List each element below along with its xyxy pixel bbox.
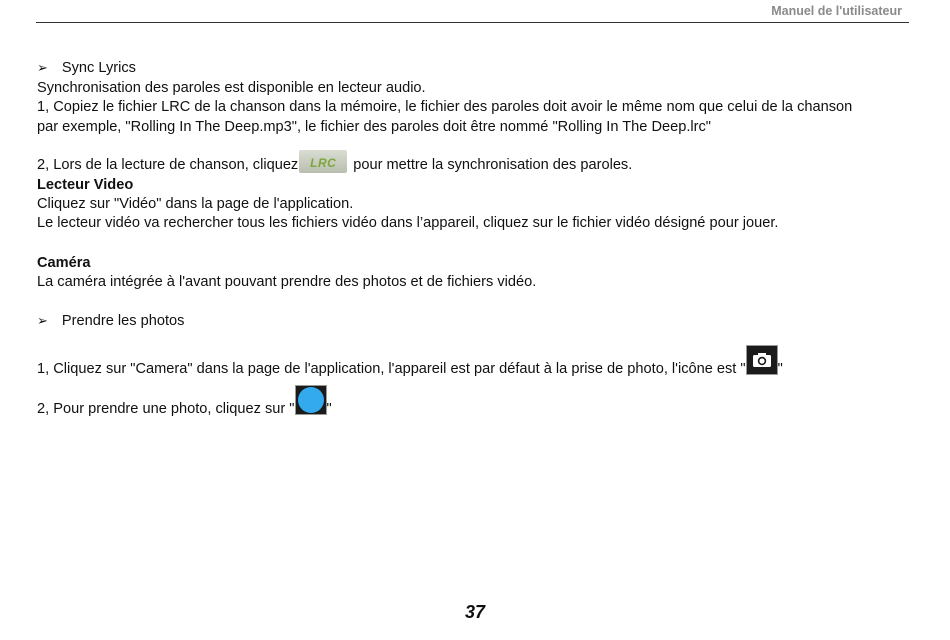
- camera-step-1-after: ": [777, 361, 783, 377]
- camera-heading: Caméra: [37, 255, 91, 271]
- sync-line-1: Synchronisation des paroles est disponible en lecteur audio.: [37, 80, 426, 96]
- sync-heading-text: Sync Lyrics: [61, 60, 136, 76]
- camera-icon: [746, 345, 778, 375]
- camera-step-2: [37, 385, 332, 418]
- camera-step-2-before: 2, Pour prendre une photo, cliquez sur ": [37, 401, 295, 417]
- video-heading: Lecteur Video: [37, 177, 134, 193]
- shutter-icon: [295, 385, 327, 415]
- take-photos-text: Prendre les photos: [61, 313, 185, 329]
- video-line-1: Cliquez sur "Vidéo" dans la page de l'application.: [37, 196, 354, 212]
- bullet-arrow-icon: ➢: [37, 60, 48, 75]
- sync-line-4-after: pour mettre la synchronisation des paroles.: [353, 157, 633, 173]
- sync-line-2: 1, Copiez le fichier LRC de la chanson dans la mémoire, le fichier des paroles doit avoir le même nom que celui de la chanson: [37, 99, 853, 115]
- bullet-arrow-icon: ➢: [37, 313, 48, 328]
- header-title: Manuel de l'utilisateur: [771, 4, 902, 18]
- sync-line-4-before: 2, Lors de la lecture de chanson, cliquez: [37, 157, 299, 173]
- camera-line-1: La caméra intégrée à l'avant pouvant prendre des photos et de fichiers vidéo.: [37, 274, 537, 290]
- sync-line-4: [37, 151, 632, 174]
- lrc-icon-label: LRC: [310, 156, 337, 170]
- video-line-2: Le lecteur vidéo va rechercher tous les fichiers vidéo dans l’appareil, cliquez sur le fichier vidéo désigné pour jouer.: [37, 215, 779, 231]
- lrc-icon: [299, 150, 347, 173]
- take-photos-bullet: [37, 312, 184, 330]
- camera-step-2-after: ": [326, 401, 332, 417]
- page-number: 37: [464, 602, 486, 622]
- camera-step-1-before: 1, Cliquez sur "Camera" dans la page de l'application, l'appareil est par défaut à la prise de photo, l'icône est ": [37, 361, 746, 377]
- header-divider: [36, 22, 909, 23]
- sync-lyrics-heading: [37, 59, 136, 77]
- camera-step-1: [37, 345, 783, 378]
- sync-line-3: par exemple, "Rolling In The Deep.mp3", le fichier des paroles doit être nommé "Rolling In The Deep.lrc": [37, 119, 711, 135]
